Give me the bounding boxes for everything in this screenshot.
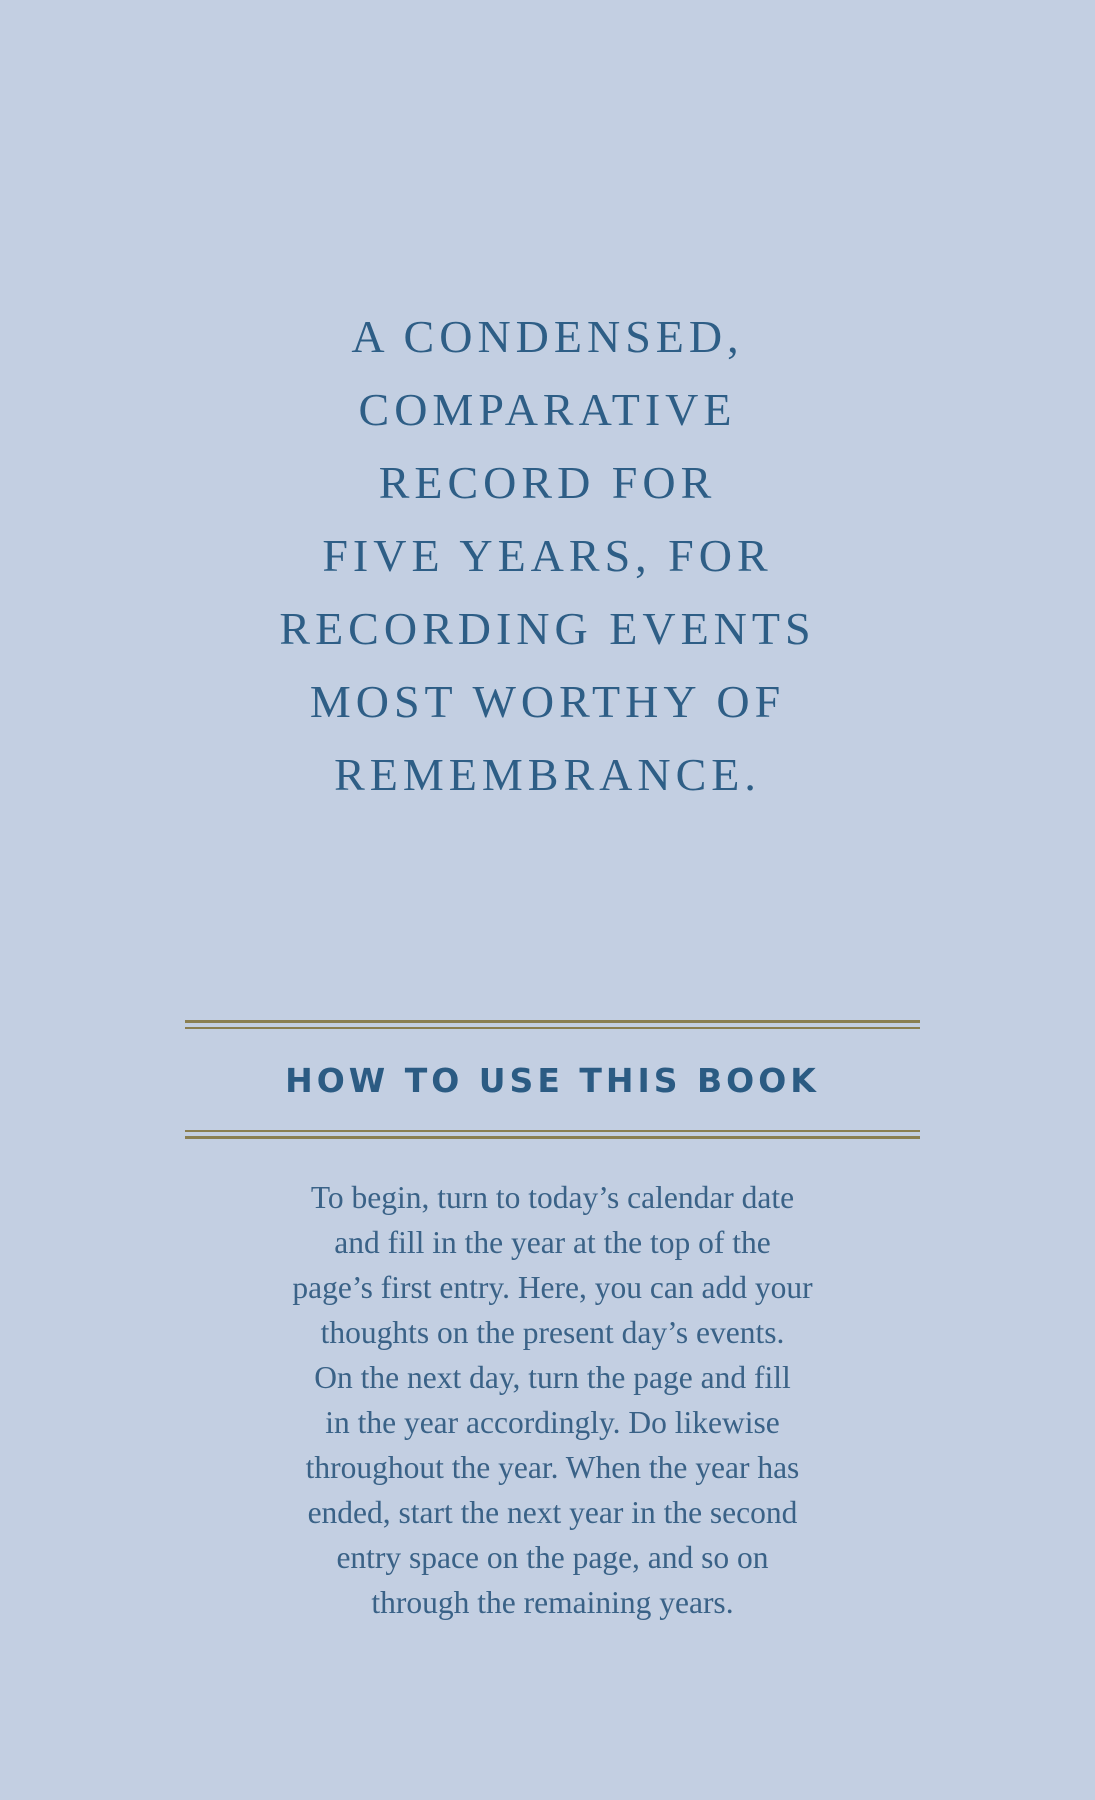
epigraph-line: A CONDENSED, <box>351 311 744 362</box>
epigraph-line: FIVE YEARS, FOR <box>322 530 773 581</box>
epigraph-line: REMEMBRANCE. <box>334 749 761 800</box>
top-divider <box>185 1020 920 1029</box>
instructions-line: and fill in the year at the top of the <box>334 1225 771 1260</box>
instructions-line: through the remaining years. <box>371 1585 734 1620</box>
epigraph-line: COMPARATIVE <box>358 384 737 435</box>
instructions-line: in the year accordingly. Do likewise <box>325 1405 780 1440</box>
instructions-line: entry space on the page, and so on <box>336 1540 769 1575</box>
instructions-line: throughout the year. When the year has <box>305 1450 800 1485</box>
epigraph-line: MOST WORTHY OF <box>309 676 786 727</box>
instructions-paragraph <box>205 1175 900 1625</box>
bottom-divider <box>185 1130 920 1139</box>
section-title: HOW TO USE THIS BOOK <box>285 1061 820 1100</box>
instructions-line: page’s first entry. Here, you can add your <box>292 1270 813 1305</box>
epigraph-line: RECORDING EVENTS <box>279 603 816 654</box>
instructions-line: ended, start the next year in the second <box>307 1495 798 1530</box>
how-to-use-section <box>185 1020 920 1139</box>
epigraph-block <box>150 300 945 811</box>
divider-line-thick <box>185 1136 920 1139</box>
instructions-line: On the next day, turn the page and fill <box>314 1360 791 1395</box>
instructions-line: To begin, turn to today’s calendar date <box>310 1180 795 1215</box>
instructions-line: thoughts on the present day’s events. <box>320 1315 785 1350</box>
epigraph-line: RECORD FOR <box>378 457 717 508</box>
